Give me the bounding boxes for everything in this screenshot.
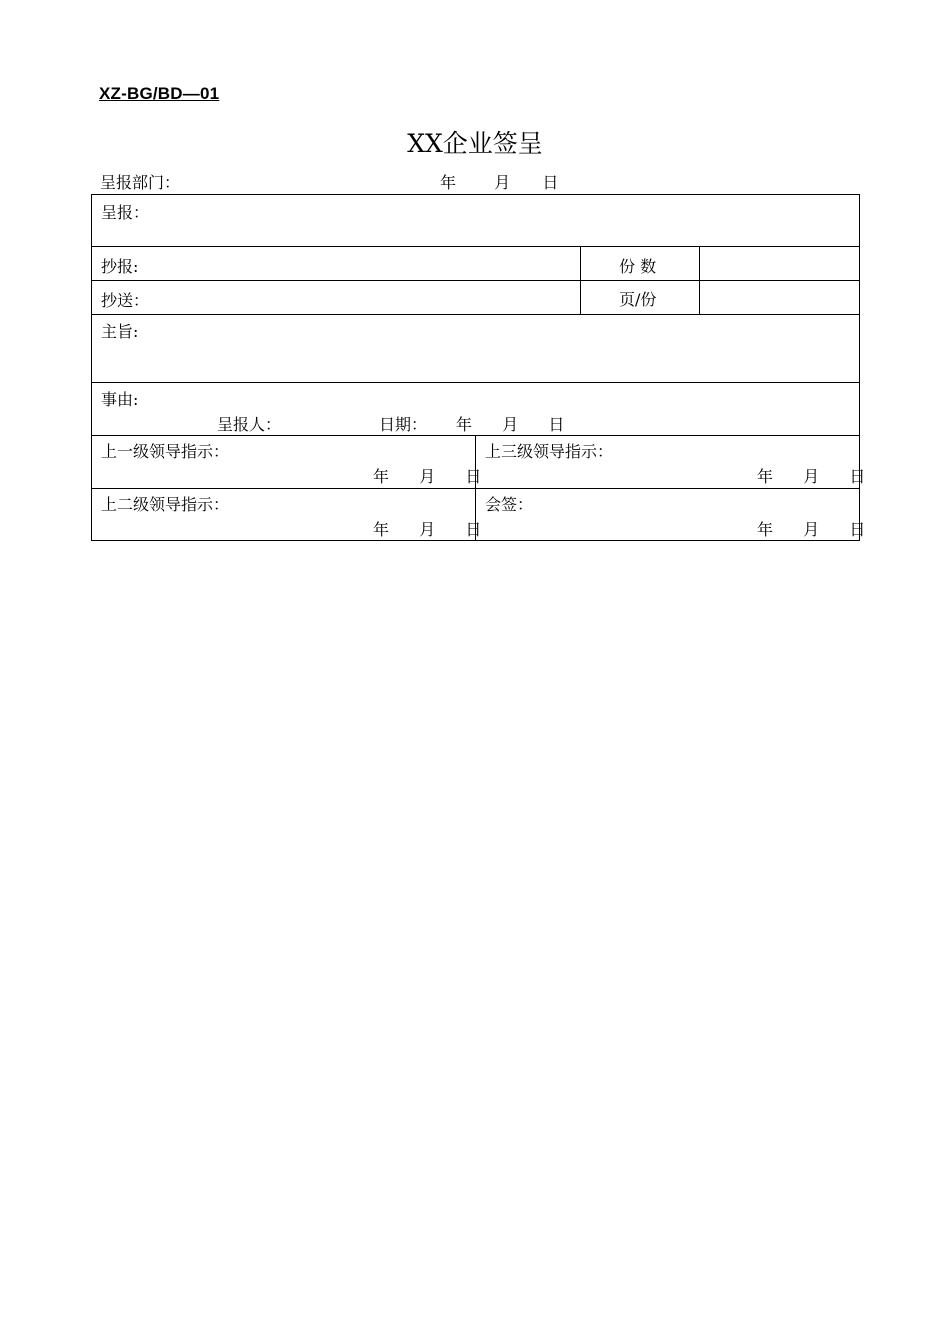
level2-year: 年 bbox=[373, 520, 390, 539]
pages-label-cell bbox=[580, 280, 700, 315]
level2-instruction-cell[interactable] bbox=[91, 488, 482, 541]
reason-date-label: 日期： bbox=[379, 415, 428, 434]
document-code: XZ-BG/BD—01 bbox=[99, 84, 220, 103]
level3-day: 日 bbox=[849, 467, 866, 486]
document-title: XX企业签呈 bbox=[407, 129, 543, 158]
level1-month: 月 bbox=[419, 467, 436, 486]
header-day: 日 bbox=[542, 173, 559, 192]
level2-date bbox=[373, 517, 481, 540]
cc-cell[interactable] bbox=[91, 246, 581, 281]
reason-year: 年 bbox=[456, 415, 473, 434]
department-label: 呈报部门： bbox=[100, 173, 181, 192]
level2-day: 日 bbox=[465, 520, 482, 539]
level2-label: 上二级领导指示： bbox=[101, 495, 230, 514]
countersign-day: 日 bbox=[849, 520, 866, 539]
reason-cell[interactable] bbox=[91, 382, 860, 436]
level2-month: 月 bbox=[419, 520, 436, 539]
reason-date bbox=[456, 412, 564, 435]
level3-instruction-cell[interactable] bbox=[475, 435, 866, 489]
copies-label-cell bbox=[580, 246, 700, 281]
send-label: 抄送： bbox=[101, 291, 150, 310]
level1-year: 年 bbox=[373, 467, 390, 486]
level1-date bbox=[373, 464, 481, 487]
reason-label: 事由: bbox=[101, 390, 139, 409]
reporter-label: 呈报人： bbox=[217, 415, 282, 434]
header-line bbox=[100, 170, 860, 192]
countersign-label: 会签： bbox=[485, 495, 534, 514]
send-cell[interactable] bbox=[91, 280, 581, 315]
level3-month: 月 bbox=[803, 467, 820, 486]
copies-label: 份 数 bbox=[619, 257, 657, 276]
countersign-year: 年 bbox=[757, 520, 774, 539]
level1-label: 上一级领导指示： bbox=[101, 442, 230, 461]
reason-month: 月 bbox=[502, 415, 519, 434]
copies-value-cell[interactable] bbox=[699, 246, 860, 281]
subject-cell[interactable] bbox=[91, 314, 860, 383]
level3-year: 年 bbox=[757, 467, 774, 486]
report-to-cell[interactable] bbox=[91, 194, 860, 247]
countersign-month: 月 bbox=[803, 520, 820, 539]
cc-label: 抄报: bbox=[101, 257, 139, 276]
report-to-label: 呈报： bbox=[101, 203, 150, 222]
pages-label: 页/份 bbox=[619, 290, 657, 309]
level1-day: 日 bbox=[465, 467, 482, 486]
reason-day: 日 bbox=[548, 415, 565, 434]
level3-label: 上三级领导指示： bbox=[485, 442, 614, 461]
level3-date bbox=[757, 464, 865, 487]
header-date bbox=[440, 170, 558, 193]
countersign-cell[interactable] bbox=[475, 488, 866, 541]
header-month: 月 bbox=[494, 173, 511, 192]
countersign-date bbox=[757, 517, 865, 540]
header-year: 年 bbox=[440, 173, 457, 192]
level1-instruction-cell[interactable] bbox=[91, 435, 482, 489]
subject-label: 主旨: bbox=[101, 322, 139, 341]
pages-value-cell[interactable] bbox=[699, 280, 860, 315]
